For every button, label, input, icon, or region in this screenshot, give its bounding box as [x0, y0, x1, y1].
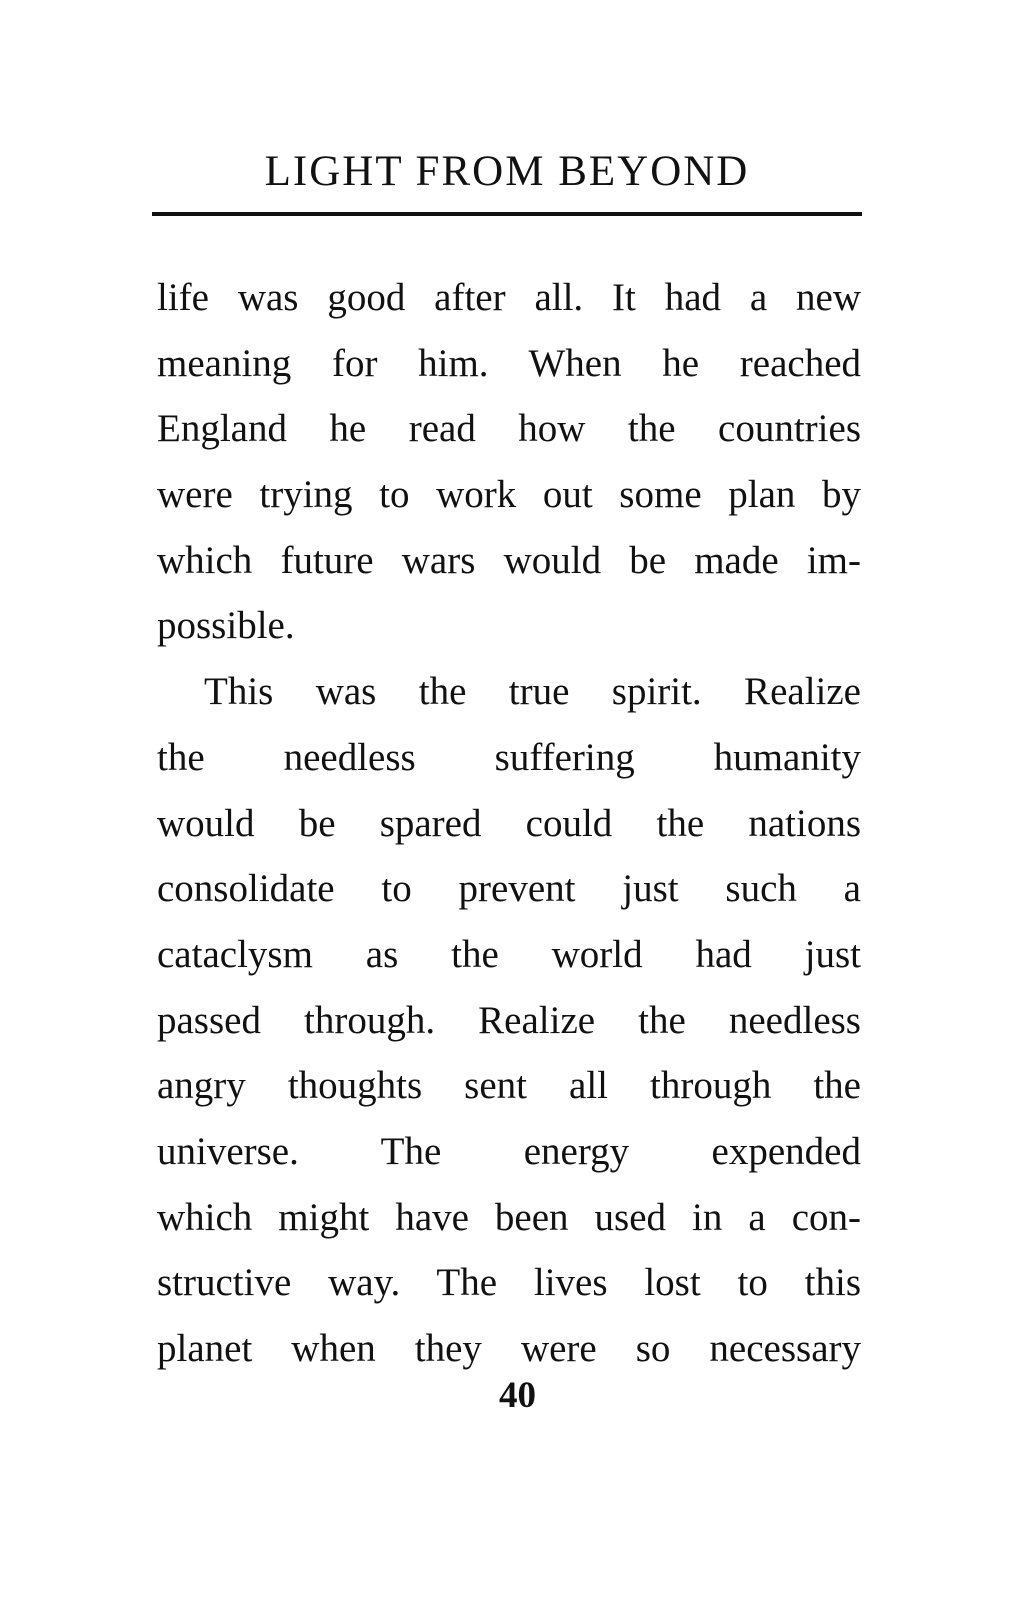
text-line: would be spared could the nations — [157, 801, 861, 845]
page-number: 40 — [499, 1375, 536, 1416]
text-line: cataclysm as the world had just — [157, 932, 861, 976]
text-line: life was good after all. It had a new — [157, 276, 861, 319]
text-line: which might have been used in a con- — [157, 1195, 861, 1239]
paragraph-1 — [157, 265, 861, 659]
text-line: possible. — [157, 604, 295, 648]
text-line: were trying to work out some plan by — [157, 473, 861, 517]
text-line: which future wars would be made im- — [157, 538, 861, 582]
body-text — [157, 265, 861, 1382]
text-line: planet when they were so necessary — [157, 1327, 861, 1370]
text-line: meaning for him. When he reached — [157, 341, 861, 385]
text-line: passed through. Realize the needless — [157, 998, 861, 1042]
text-line: consolidate to prevent just such a — [157, 867, 861, 911]
text-line: the needless suffering humanity — [157, 735, 861, 779]
running-head: LIGHT FROM BEYOND — [264, 148, 750, 195]
text-line: structive way. The lives lost to this — [157, 1261, 861, 1305]
text-line: universe. The energy expended — [157, 1129, 861, 1173]
text-line: This was the true spirit. Realize — [204, 670, 861, 714]
text-line: angry thoughts sent all through the — [157, 1064, 861, 1108]
text-line: England he read how the countries — [157, 407, 861, 451]
paragraph-2 — [157, 659, 861, 1382]
header-rule — [152, 212, 862, 216]
